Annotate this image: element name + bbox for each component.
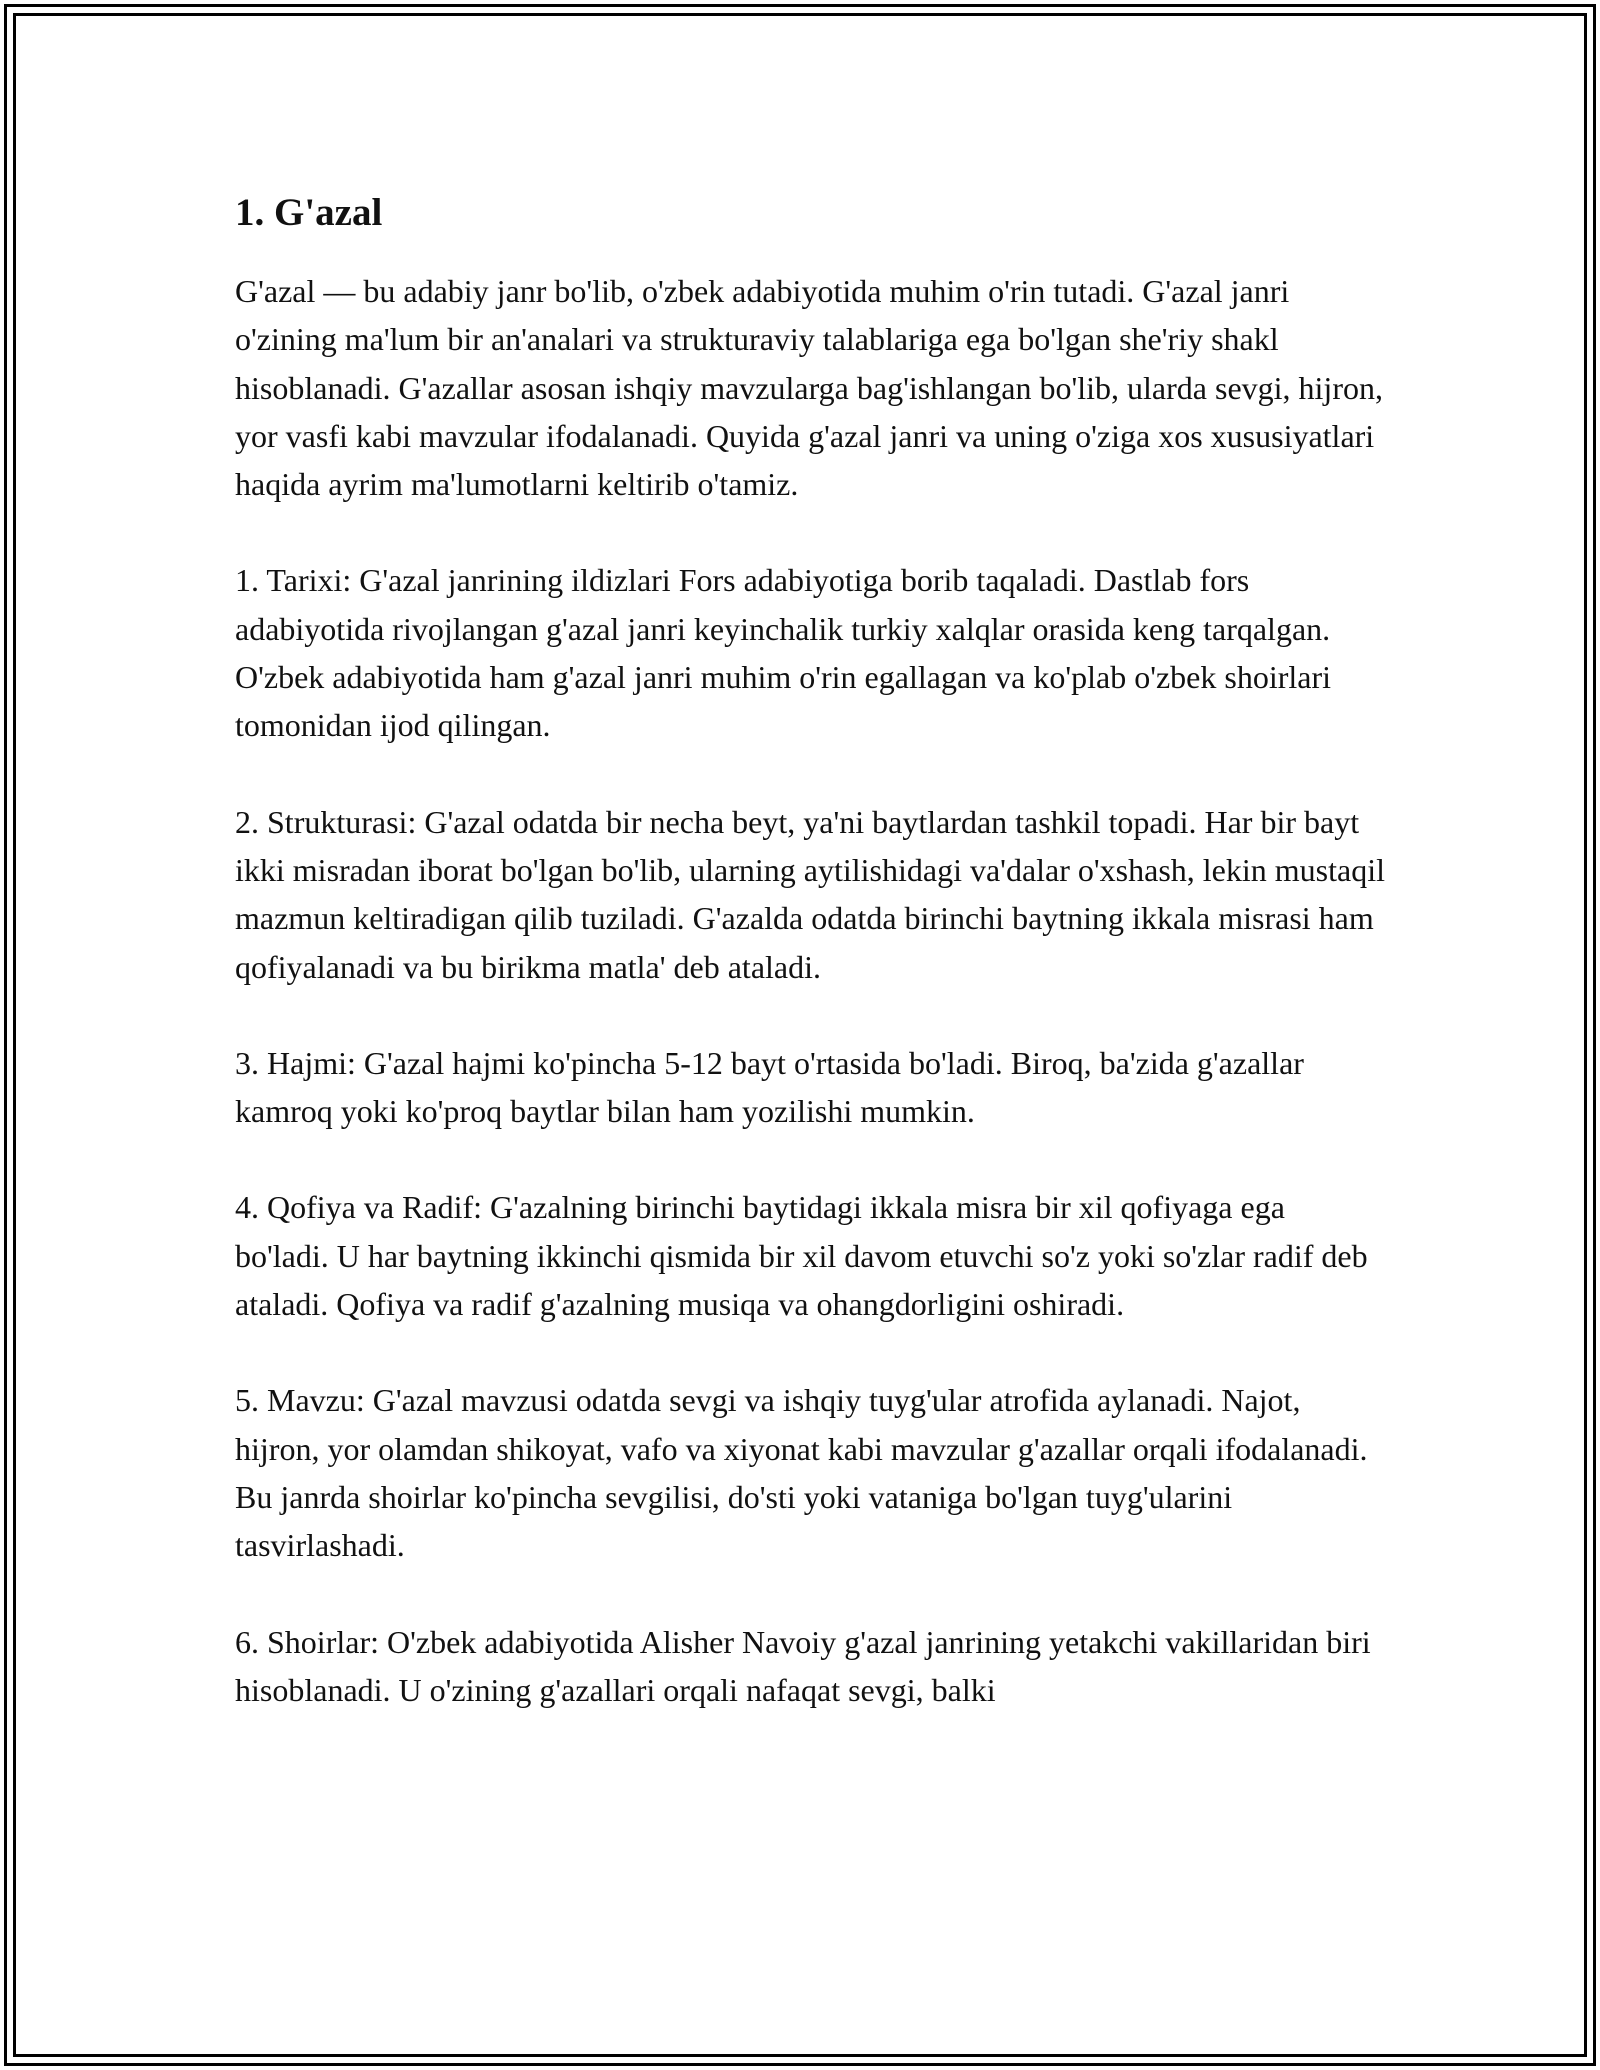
poets-paragraph: 6. Shoirlar: O'zbek adabiyotida Alisher Navoiy g'azal janrining yetakchi vakillaridan biri hisoblanadi. U o'zining g'azallari orqali nafaqat sevgi, balki — [235, 1623, 1371, 1708]
rhyme-paragraph: 4. Qofiya va Radif: G'azalning birinchi baytidagi ikkala misra bir xil qofiyaga ega bo'ladi. U har baytning ikkinchi qismida bir xil davom etuvchi so'z yoki so'zlar radif deb ataladi. Qofiya va radif g'azalning musiqa va ohangdorligini oshiradi. — [235, 1189, 1368, 1323]
size-paragraph: 3. Hajmi: G'azal hajmi ko'pincha 5-12 bayt o'rtasida bo'ladi. Biroq, ba'zida g'azallar kamroq yoki ko'proq baytlar bilan ham yozilishi mumkin. — [235, 1044, 1304, 1130]
section-heading: 1. G'azal — [235, 191, 383, 234]
document-body — [235, 185, 1385, 1714]
history-paragraph: 1. Tarixi: G'azal janrining ildizlari Fors adabiyotiga borib taqaladi. Dastlab fors adabiyotida rivojlangan g'azal janri keyinchalik turkiy xalqlar orasida keng tarqalgan. O'zbek adabiyotida ham g'azal janri muhim o'rin egallagan va ko'plab o'zbek shoirlari tomonidan ijod qilingan. — [235, 562, 1332, 744]
intro-paragraph: G'azal — bu adabiy janr bo'lib, o'zbek adabiyotida muhim o'rin tutadi. G'azal janri o'zining ma'lum bir an'analari va strukturaviy talablariga ega bo'lgan she'riy shakl hisoblanadi. G'azallar asosan ishqiy mavzularga bag'ishlangan bo'lib, ularda sevgi, hijron, yor vasfi kabi mavzular ifodalanadi. Quyida g'azal janri va uning o'ziga xos xususiyatlari haqida ayrim ma'lumotlarni keltirib o'tamiz. — [235, 273, 1383, 503]
structure-paragraph: 2. Strukturasi: G'azal odatda bir necha beyt, ya'ni baytlardan tashkil topadi. Har bir bayt ikki misradan iborat bo'lgan bo'lib, ularning aytilishidagi va'dalar o'xshash, lekin mustaqil mazmun keltiradigan qilib tuziladi. G'azalda odatda birinchi baytning ikkala misrasi ham qofiyalanadi va bu birikma matla' deb ataladi. — [235, 803, 1385, 985]
theme-paragraph: 5. Mavzu: G'azal mavzusi odatda sevgi va ishqiy tuyg'ular atrofida aylanadi. Najot, hijron, yor olamdan shikoyat, vafo va xiyonat kabi mavzular g'azallar orqali ifodalanadi. Bu janrda shoirlar ko'pincha sevgilisi, do'sti yoki vataniga bo'lgan tuyg'ularini tasvirlashadi. — [235, 1382, 1368, 1564]
